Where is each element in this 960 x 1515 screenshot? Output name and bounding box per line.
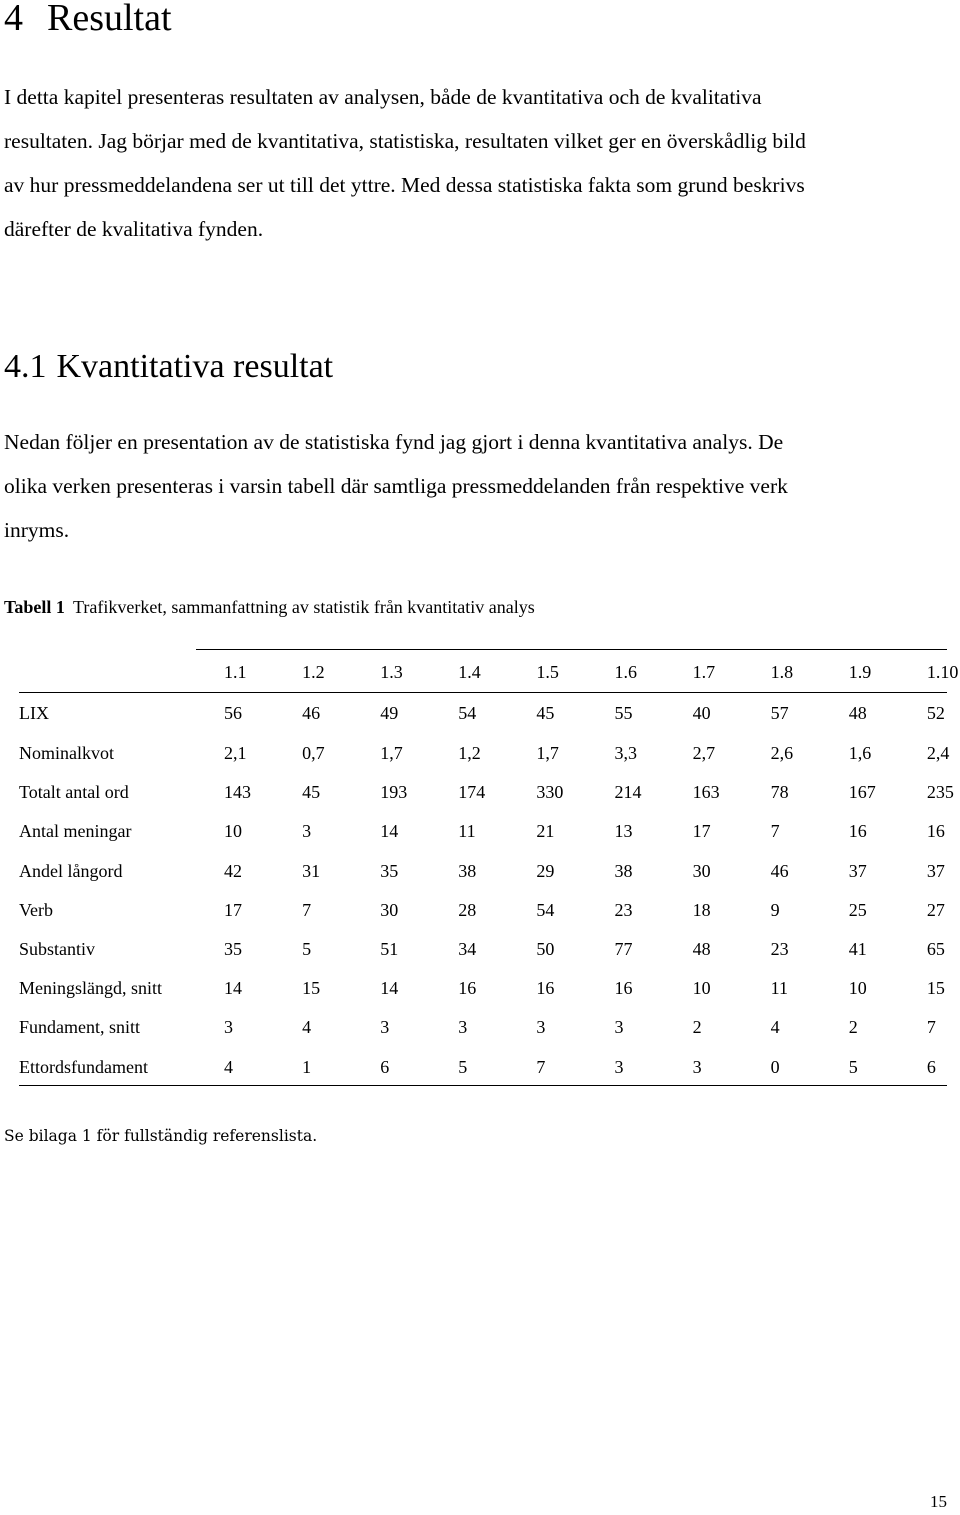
table-cell: 52 <box>926 702 945 723</box>
table-cell: 2 <box>848 1017 858 1038</box>
table-cell: 3 <box>692 1056 702 1077</box>
table-row-label: Antal meningar <box>19 821 132 842</box>
table-cell: 1,2 <box>458 743 481 764</box>
table-cell: 35 <box>380 860 399 881</box>
table-cell: 235 <box>926 782 954 803</box>
table-cell: 3 <box>380 1017 390 1038</box>
table-column-header: 1.8 <box>770 662 794 682</box>
table-column-header: 1.9 <box>848 662 872 682</box>
table-cell: 46 <box>770 860 789 881</box>
table-cell: 16 <box>614 978 633 999</box>
section-paragraph <box>4 420 954 552</box>
table-row-label: Fundament, snitt <box>19 1017 140 1038</box>
table-cell: 35 <box>224 939 242 960</box>
table-cell: 14 <box>380 821 399 842</box>
section-title: Kvantitativa resultat <box>56 348 334 385</box>
table-column-header: 1.5 <box>536 662 559 682</box>
table-cell: 2 <box>692 1017 702 1038</box>
table-column-header: 1.3 <box>380 662 403 682</box>
table-row-label: Ettordsfundament <box>19 1056 148 1077</box>
table-cell: 17 <box>224 899 242 920</box>
table-cell: 4 <box>224 1056 233 1077</box>
table-cell: 0,7 <box>302 743 325 764</box>
table-cell: 11 <box>770 978 788 999</box>
table-cell: 3 <box>614 1056 624 1077</box>
table-column-header: 1.7 <box>692 662 716 682</box>
table-cell: 3 <box>458 1017 468 1038</box>
table-cell: 163 <box>692 782 720 803</box>
table-cell: 37 <box>848 860 867 881</box>
table-cell: 2,7 <box>692 743 716 764</box>
table-cell: 45 <box>536 702 555 723</box>
section-number: 4.1 <box>4 348 47 385</box>
table-cell: 30 <box>692 860 711 881</box>
table-cell: 65 <box>926 939 945 960</box>
table-cell: 16 <box>848 821 867 842</box>
table-cell: 18 <box>692 899 711 920</box>
chapter-heading <box>4 0 172 42</box>
table-cell: 51 <box>380 939 399 960</box>
table-cell: 5 <box>302 939 312 960</box>
table-cell: 38 <box>458 860 477 881</box>
table-cell: 7 <box>926 1017 936 1038</box>
reference-note: Se bilaga 1 för fullständig referenslista. <box>4 1127 318 1145</box>
table-column-header: 1.6 <box>614 662 637 682</box>
table-row <box>19 1048 960 1087</box>
table-cell: 1,7 <box>380 743 403 764</box>
table-cell: 3 <box>614 1017 624 1038</box>
table-caption <box>4 594 535 620</box>
table-row <box>19 734 960 773</box>
table-caption-label: Tabell 1 <box>4 597 65 617</box>
table-row <box>19 969 960 1008</box>
table-cell: 3 <box>302 821 312 842</box>
table-cell: 1 <box>302 1056 312 1077</box>
section-line: Nedan följer en presentation av de statistiska fynd jag gjort i denna kvantitativa analys. De <box>4 430 784 454</box>
table-cell: 2,6 <box>770 743 794 764</box>
table-cell: 4 <box>302 1017 312 1038</box>
table-cell: 48 <box>848 702 867 723</box>
chapter-intro-paragraph <box>4 75 954 251</box>
table-cell: 1,7 <box>536 743 559 764</box>
table-cell: 25 <box>848 899 867 920</box>
table-cell: 14 <box>380 978 399 999</box>
table-row <box>19 692 960 734</box>
table-cell: 15 <box>302 978 321 999</box>
table-row-label: Verb <box>19 899 53 920</box>
table-top-rule <box>196 649 947 650</box>
table-cell: 6 <box>926 1056 936 1077</box>
table-cell: 29 <box>536 860 555 881</box>
table-cell: 3 <box>224 1017 233 1038</box>
section-line: olika verken presenteras i varsin tabell där samtliga pressmeddelanden från respektive verk <box>4 474 788 498</box>
chapter-number: 4 <box>4 0 23 39</box>
table-cell: 6 <box>380 1056 390 1077</box>
table-cell: 23 <box>614 899 633 920</box>
table-column-header: 1.10 <box>926 662 959 682</box>
table-row <box>19 773 960 812</box>
table-cell: 16 <box>926 821 945 842</box>
table-cell: 30 <box>380 899 399 920</box>
table-cell: 14 <box>224 978 242 999</box>
table-cell: 34 <box>458 939 477 960</box>
statistics-table <box>19 653 960 1087</box>
table-row-label: LIX <box>19 702 49 723</box>
table-row <box>19 812 960 851</box>
table-cell: 54 <box>536 899 555 920</box>
table-cell: 1,6 <box>848 743 872 764</box>
section-line: inryms. <box>4 518 70 542</box>
table-cell: 330 <box>536 782 564 803</box>
table-cell: 7 <box>770 821 780 842</box>
table-cell: 48 <box>692 939 711 960</box>
table-header-row <box>19 653 960 692</box>
table-cell: 42 <box>224 860 242 881</box>
table-cell: 2,1 <box>224 743 247 764</box>
table-cell: 56 <box>224 702 242 723</box>
table-row <box>19 930 960 969</box>
table-cell: 17 <box>692 821 711 842</box>
table-cell: 10 <box>224 821 242 842</box>
table-cell: 9 <box>770 899 780 920</box>
table-row-label: Meningslängd, snitt <box>19 978 162 999</box>
page-number: 15 <box>930 1492 947 1511</box>
table-cell: 13 <box>614 821 633 842</box>
table-caption-text: Trafikverket, sammanfattning av statistik från kvantitativ analys <box>73 597 535 617</box>
table-cell: 31 <box>302 860 321 881</box>
table-row <box>19 891 960 930</box>
table-cell: 7 <box>302 899 312 920</box>
table-cell: 0 <box>770 1056 780 1077</box>
chapter-title: Resultat <box>47 0 172 39</box>
table-header-empty-cell <box>19 653 224 692</box>
table-cell: 5 <box>848 1056 858 1077</box>
table-cell: 15 <box>926 978 945 999</box>
table-cell: 28 <box>458 899 477 920</box>
table-body <box>19 692 960 1087</box>
table-cell: 5 <box>458 1056 468 1077</box>
table-cell: 27 <box>926 899 945 920</box>
table-cell: 37 <box>926 860 945 881</box>
table-cell: 143 <box>224 782 251 803</box>
table-cell: 50 <box>536 939 555 960</box>
table-cell: 40 <box>692 702 711 723</box>
table-cell: 77 <box>614 939 633 960</box>
table-cell: 55 <box>614 702 633 723</box>
intro-line: därefter de kvalitativa fynden. <box>4 217 264 241</box>
table-cell: 214 <box>614 782 642 803</box>
table-cell: 174 <box>458 782 486 803</box>
table-cell: 10 <box>848 978 867 999</box>
table-cell: 3 <box>536 1017 546 1038</box>
intro-line: av hur pressmeddelandena ser ut till det yttre. Med dessa statistiska fakta som grund beskrivs <box>4 173 805 197</box>
table-cell: 7 <box>536 1056 546 1077</box>
table-cell: 57 <box>770 702 789 723</box>
table-row-label: Andel långord <box>19 860 123 881</box>
table-row <box>19 852 960 891</box>
table-row-label: Nominalkvot <box>19 743 114 764</box>
table-cell: 45 <box>302 782 321 803</box>
table-column-header: 1.2 <box>302 662 325 682</box>
table-cell: 4 <box>770 1017 780 1038</box>
intro-line: resultaten. Jag börjar med de kvantitativa, statistiska, resultaten vilket ger en överskådlig bild <box>4 129 806 153</box>
intro-line: I detta kapitel presenteras resultaten av analysen, både de kvantitativa och de kvalitativa <box>4 85 762 109</box>
table-cell: 23 <box>770 939 789 960</box>
table-cell: 16 <box>536 978 555 999</box>
table-cell: 16 <box>458 978 477 999</box>
table-cell: 78 <box>770 782 789 803</box>
table-cell: 11 <box>458 821 476 842</box>
table-cell: 3,3 <box>614 743 637 764</box>
table-cell: 41 <box>848 939 867 960</box>
table-cell: 49 <box>380 702 399 723</box>
table-cell: 21 <box>536 821 555 842</box>
table-row-label: Substantiv <box>19 939 96 960</box>
section-heading <box>4 345 333 389</box>
table-cell: 46 <box>302 702 321 723</box>
table-cell: 193 <box>380 782 408 803</box>
table-cell: 38 <box>614 860 633 881</box>
table-cell: 167 <box>848 782 876 803</box>
table-cell: 2,4 <box>926 743 950 764</box>
table-cell: 10 <box>692 978 711 999</box>
table-column-header: 1.4 <box>458 662 481 682</box>
table-column-header: 1.1 <box>224 662 247 682</box>
table-row <box>19 1008 960 1047</box>
table-row-label: Totalt antal ord <box>19 782 129 803</box>
table-cell: 54 <box>458 702 477 723</box>
